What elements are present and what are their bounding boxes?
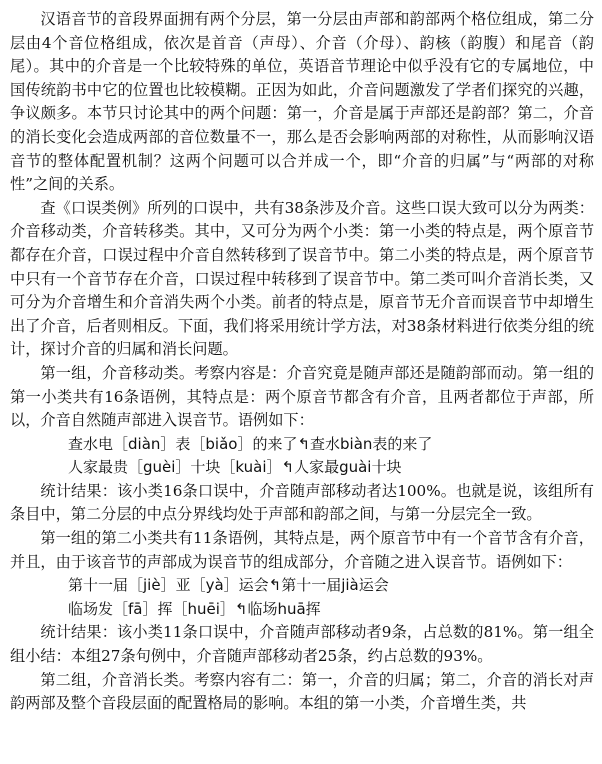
paragraph-stat-result-2: 统计结果：该小类11条口误中，介音随声部移动者9条，占总数的81%。第一组全组小结：本组27条句例中，介音随声部移动者25条，约占总数的93%。 — [10, 623, 594, 666]
paragraph-group1-subclass2: 第一组的第二小类共有11条语例，其特点是，两个原音节中有一个音节含有介音，并且，由于该音节的声部成为误音节的组成部分，介音随之进入误音节。语例如下： — [10, 529, 594, 571]
paragraph-group1-subclass1: 第一组，介音移动类。考察内容是：介音究竟是随声部还是随韵部而动。第一组的第一小类共有16条语例，其特点是：两个原音节都含有介音，且两者都位于声部，所以，介音自然随声部进入误音节。语例如下： — [10, 363, 594, 430]
paragraph-speech-errors: 查《口误类例》所列的口误中，共有38条涉及介音。这些口误大致可以分为两类：介音移动类，介音转移类。其中，又可分为两个小类：第一小类的特点是，两个原音节都存在介音，口误过程中介音自然转移到了误音节中。第二小类的特点是，两个原音节中只有一个音节存在介音，口误过程中转移到了误音节中。第二类可叫介音消长类，又可分为介音增生和介音消失两个小类。前者的特点是，原音节无介音而误音节中却增生出了介音，后者则相反。下面，我们将采用统计学方法，对38条材料进行依类分组的统计，探讨介音的归属和消长问题。 — [10, 198, 594, 359]
paragraph-intro: 汉语音节的音段界面拥有两个分层，第一分层由声部和韵部两个格位组成，第二分层由4个音位格组成，依次是首音（声母）、介音（介母）、韵核（韵腹）和尾音（韵尾）。其中的介音是一个比较特殊的单位，英语音节理论中似乎没有它的专属地位，中国传统韵书中它的位置也比较模糊。正因为如此，介音问题激发了学者们探究的兴趣，争议颇多。本节只讨论其中的两个问题：第一，介音是属于声部还是韵部？第二，介音的消长变化会造成两部的音位数量不一，那么是否会影响两部的对称性，从而影响汉语音节的整体配置机制？这两个问题可以合并成一个，即“介音的归属”与“两部的对称性”之间的关系。 — [10, 10, 594, 194]
paragraph-group2: 第二组，介音消长类。考察内容有二：第一，介音的归属；第二，介音的消长对声韵两部及整个音段层面的配置格局的影响。本组的第一小类，介音增生类，共 — [10, 670, 594, 713]
paragraph-stat-result-1: 统计结果：该小类16条口误中，介音随声部移动者达100%。也就是说，该组所有条目中，第二分层的中点分界线均处于声部和韵部之间，与第一分层完全一致。 — [10, 481, 594, 524]
example-line: 人家最贵［guèi］十块［kuài］↰人家最guài十块 — [68, 458, 402, 477]
example-line: 第十一届［jiè］亚［yà］运会↰第十一届jià运会 — [68, 576, 389, 595]
example-line: 临场发［fā］挥［huēi］↰临场huā挥 — [68, 599, 321, 618]
example-line: 查水电［diàn］表［biǎo］的来了↰查水biàn表的来了 — [68, 434, 433, 453]
